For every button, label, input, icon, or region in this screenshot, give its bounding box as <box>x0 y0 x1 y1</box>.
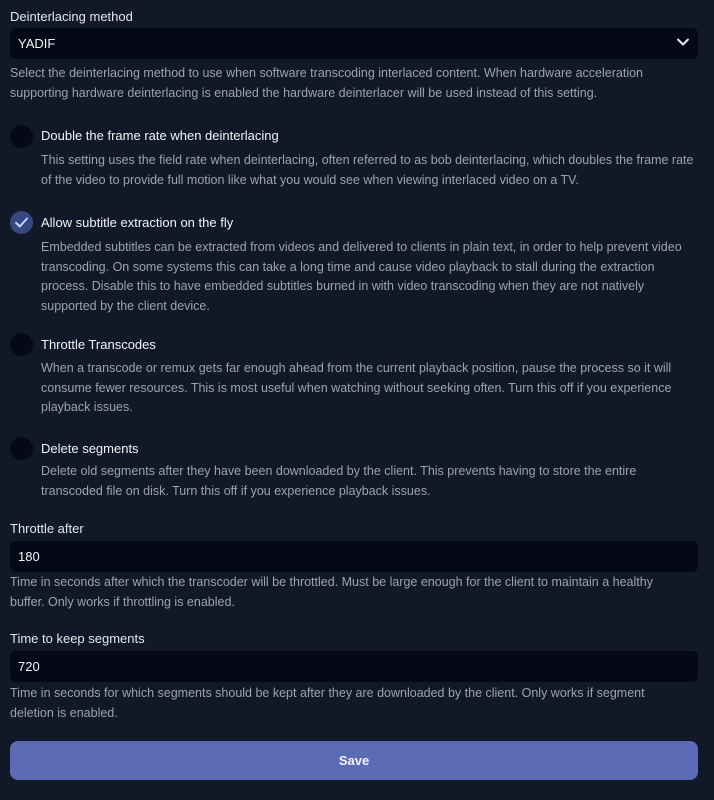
double-frame-rate-checkbox[interactable] <box>10 125 33 148</box>
delete-segments-checkbox[interactable] <box>10 437 33 460</box>
throttle-after-input[interactable]: 180 <box>10 541 698 572</box>
throttle-transcodes-checkbox[interactable] <box>10 333 33 356</box>
double-frame-rate-label: Double the frame rate when deinterlacing <box>41 128 279 143</box>
check-icon <box>10 211 33 234</box>
keep-segments-label: Time to keep segments <box>10 631 145 646</box>
subtitle-extraction-description: Embedded subtitles can be extracted from videos and delivered to clients in plain text, in order to help prevent video transcoding. On some systems this can take a long time and cause video playback to stall during the extraction process. Disable this to have embedded subtitles burned in with video transcoding when they are not natively supported by the client device. <box>41 240 682 313</box>
deinterlace-value: YADIF <box>18 36 56 51</box>
subtitle-extraction-checkbox[interactable] <box>10 211 33 234</box>
throttle-transcodes-label: Throttle Transcodes <box>41 337 156 352</box>
keep-segments-description: Time in seconds for which segments should be kept after they are downloaded by the client. Only works if segment deletion is enabled. <box>10 686 645 720</box>
deinterlace-label: Deinterlacing method <box>10 9 133 24</box>
chevron-down-icon <box>676 35 690 52</box>
throttle-after-description: Time in seconds after which the transcoder will be throttled. Must be large enough for the client to maintain a healthy buffer. Only works if throttling is enabled. <box>10 575 653 609</box>
keep-segments-input[interactable]: 720 <box>10 651 698 682</box>
deinterlace-select[interactable] <box>10 28 698 59</box>
deinterlace-description: Select the deinterlacing method to use when software transcoding interlaced content. When hardware acceleration supporting hardware deinterlacing is enabled the hardware deinterlacer will be used instead of this setting. <box>10 66 644 100</box>
throttle-after-label: Throttle after <box>10 521 84 536</box>
subtitle-extraction-label: Allow subtitle extraction on the fly <box>41 215 234 230</box>
double-frame-rate-description: This setting uses the field rate when deinterlacing, often referred to as bob deinterlacing, which doubles the frame rate of the video to provide full motion like what you would see when viewing interlaced video on a TV. <box>41 153 694 187</box>
delete-segments-description: Delete old segments after they have been downloaded by the client. This prevents having to store the entire transcoded file on disk. Turn this off if you experience playback issues. <box>41 464 637 498</box>
save-button[interactable]: Save <box>10 741 698 780</box>
throttle-transcodes-description: When a transcode or remux gets far enough ahead from the current playback position, pause the process so it will consume fewer resources. This is most useful when watching without seeking often. Turn this off if you experience playback issues. <box>41 361 672 414</box>
delete-segments-label: Delete segments <box>41 441 139 456</box>
